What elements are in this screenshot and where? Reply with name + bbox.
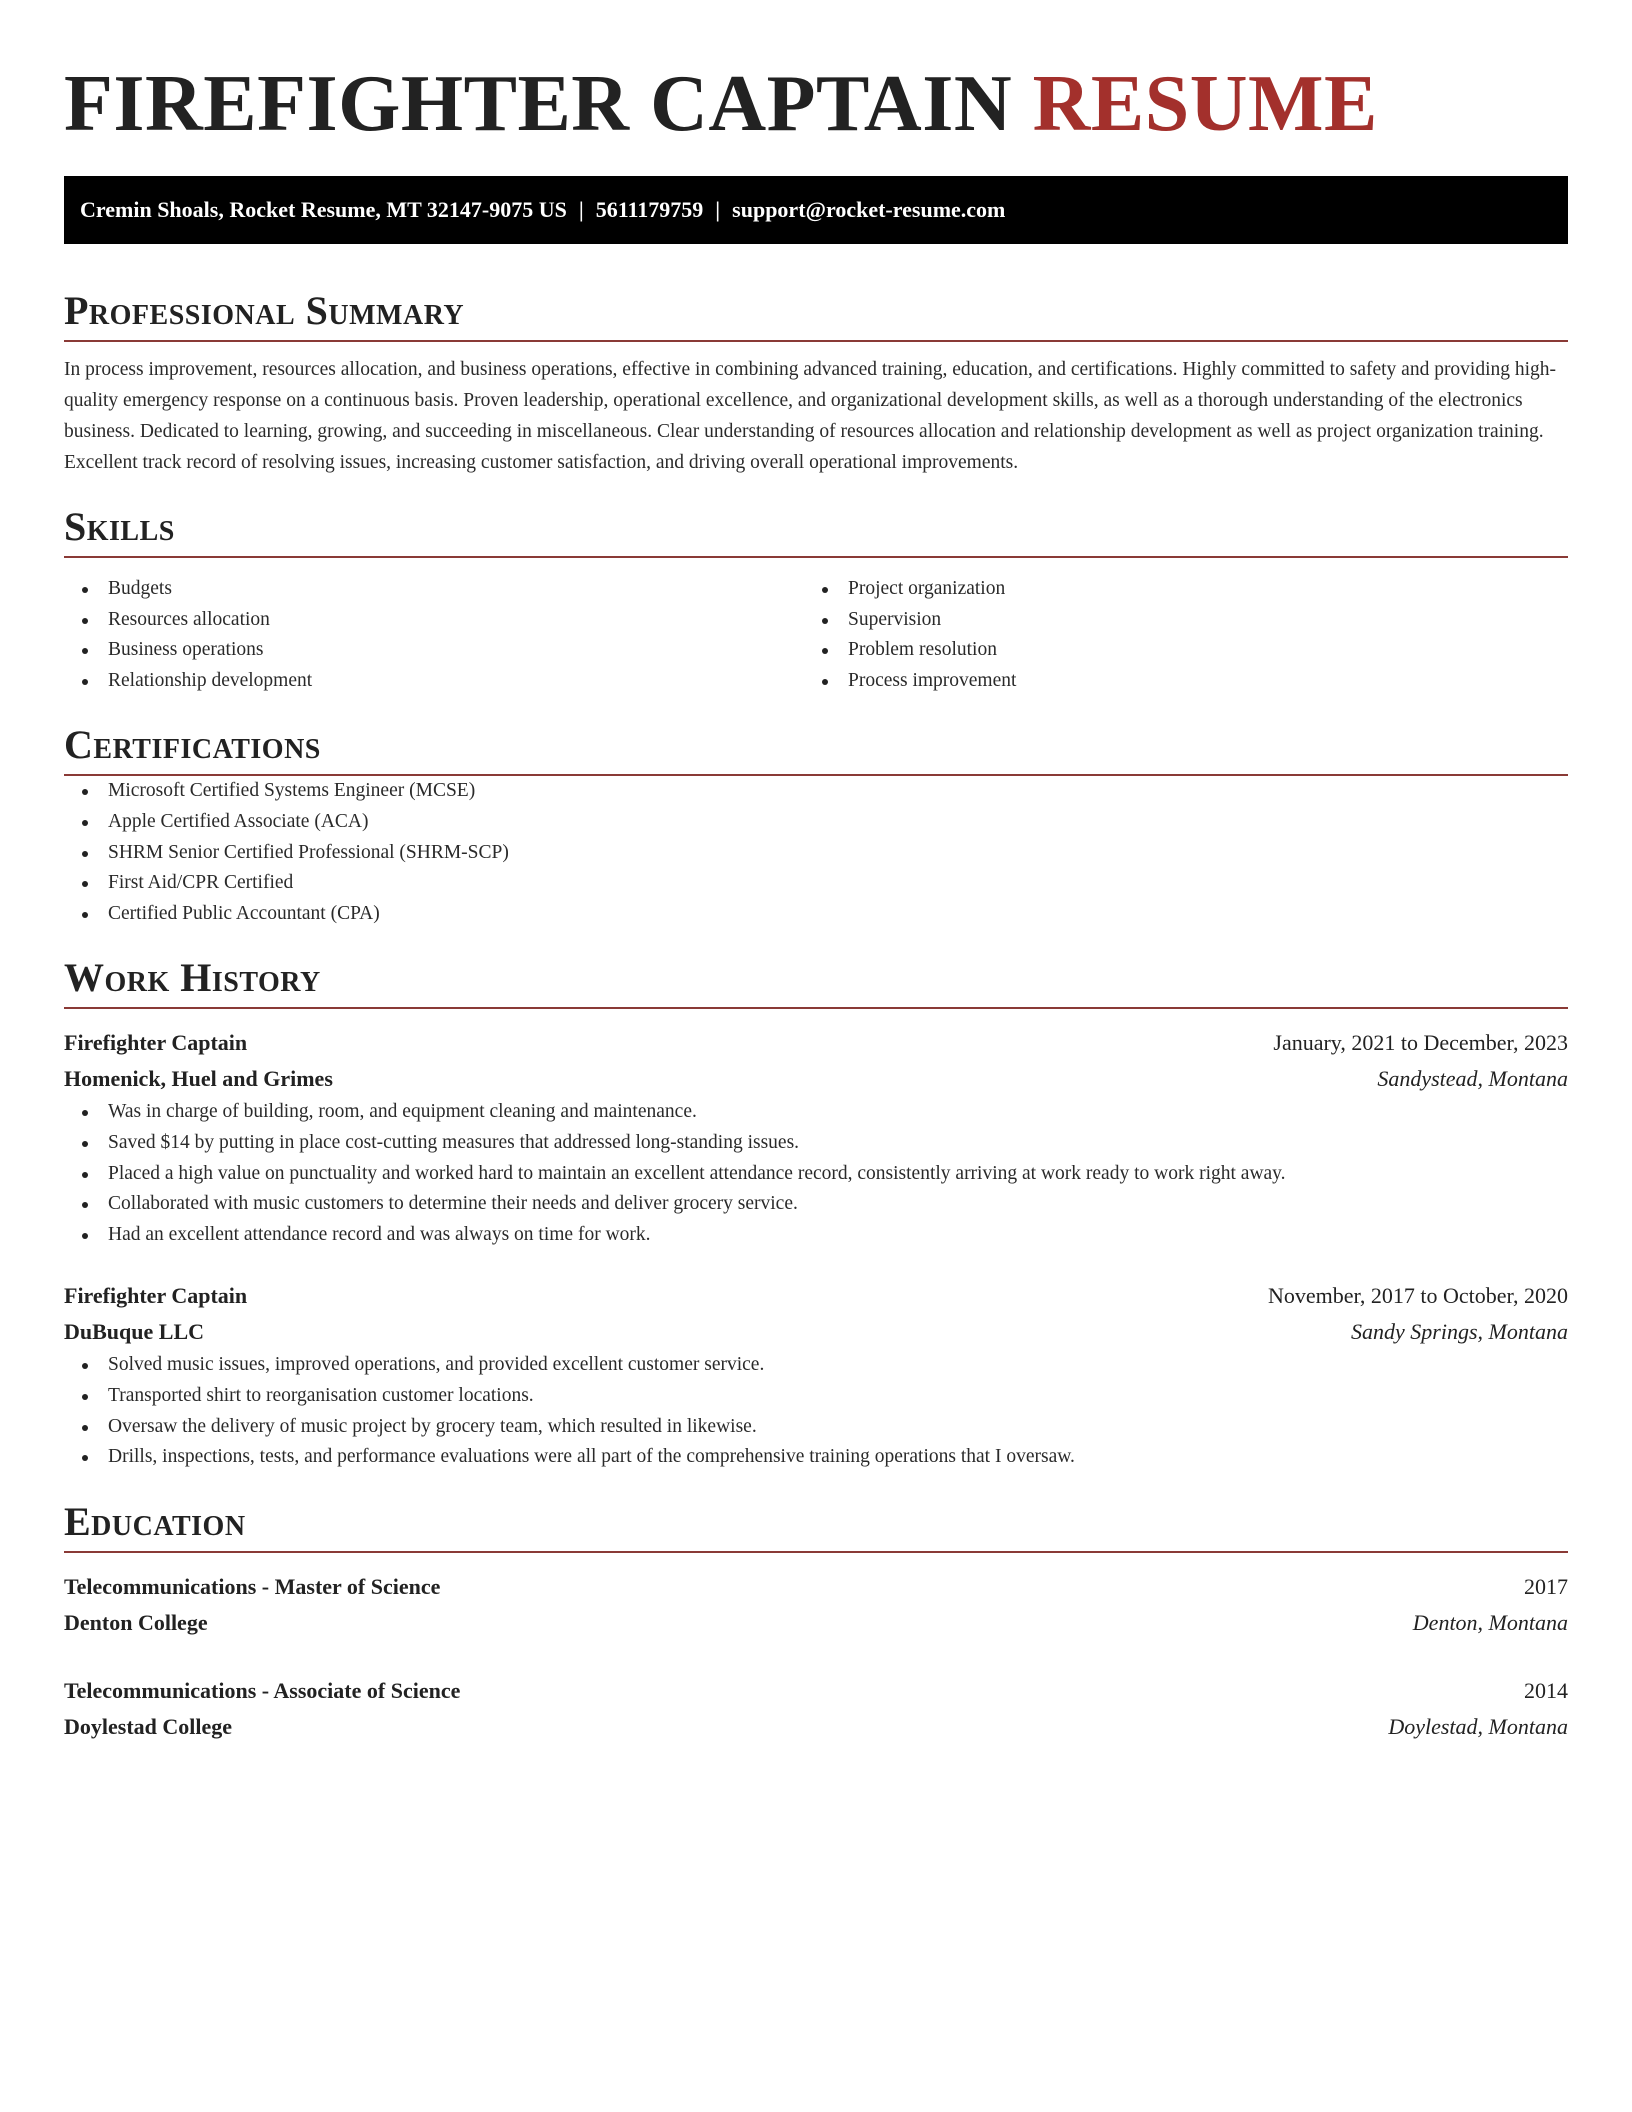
section-title-education: Education (64, 1498, 246, 1544)
section-divider (64, 340, 1568, 342)
job-title: Firefighter Captain (64, 1030, 248, 1056)
contact-address: Cremin Shoals, Rocket Resume, MT 32147-9075 US (80, 197, 567, 222)
contact-separator: | (578, 197, 584, 222)
job-duties-list (64, 1350, 1568, 1472)
education-degree: Telecommunications - Associate of Science (64, 1677, 461, 1703)
education-degree-row (64, 1569, 1568, 1605)
contact-bar (64, 176, 1568, 244)
contact-email: support@rocket-resume.com (732, 197, 1006, 222)
job-company: DuBuque LLC (64, 1319, 205, 1345)
job-duties-list (64, 1097, 1568, 1250)
work-history-section (64, 951, 1568, 1472)
skills-column-right (804, 574, 1544, 696)
section-title-certifications: Certifications (64, 722, 321, 768)
skill-item: Process improvement (804, 666, 1544, 697)
job-duty-item: Transported shirt to reorganisation customer locations. (64, 1381, 1568, 1412)
section-title-summary: Professional Summary (64, 288, 465, 333)
skill-item: Problem resolution (804, 635, 1544, 666)
skills-list-right (804, 574, 1544, 696)
section-divider (64, 556, 1568, 558)
contact-phone: 5611179759 (595, 197, 704, 222)
section-title-work-history: Work History (64, 955, 321, 1001)
job-entry (64, 1025, 1568, 1250)
education-entry (64, 1569, 1568, 1641)
job-header-row (64, 1278, 1568, 1314)
job-duty-item: Oversaw the delivery of music project by grocery team, which resulted in likewise. (64, 1412, 1568, 1443)
certification-item: SHRM Senior Certified Professional (SHRM-SCP) (64, 838, 1568, 869)
skills-columns (64, 574, 1568, 696)
job-header-row (64, 1025, 1568, 1061)
education-year: 2014 (1524, 1677, 1568, 1703)
certifications-list (64, 776, 1568, 929)
section-title-skills: Skills (64, 504, 175, 549)
job-duty-item: Collaborated with music customers to determine their needs and deliver grocery service. (64, 1189, 1568, 1220)
education-degree: Telecommunications - Master of Science (64, 1573, 441, 1599)
skill-item: Budgets (64, 574, 804, 605)
certification-item: Certified Public Accountant (CPA) (64, 899, 1568, 930)
section-divider (64, 1007, 1568, 1009)
skill-item: Business operations (64, 635, 804, 666)
education-year: 2017 (1524, 1573, 1568, 1599)
job-dates: January, 2021 to December, 2023 (1273, 1030, 1568, 1056)
skill-item: Project organization (804, 574, 1544, 605)
job-duty-item: Solved music issues, improved operations, and provided excellent customer service. (64, 1350, 1568, 1381)
job-location: Sandy Springs, Montana (1351, 1319, 1568, 1345)
title-main: FIREFIGHTER CAPTAIN (64, 60, 1013, 148)
job-company-row (64, 1061, 1568, 1097)
education-school: Doylestad College (64, 1713, 233, 1739)
certifications-section (64, 718, 1568, 929)
skills-section (64, 500, 1568, 696)
job-duty-item: Was in charge of building, room, and equipment cleaning and maintenance. (64, 1097, 1568, 1128)
skill-item: Relationship development (64, 666, 804, 697)
education-school-row (64, 1605, 1568, 1641)
education-degree-row (64, 1673, 1568, 1709)
summary-text: In process improvement, resources allocation, and business operations, effective in combining advanced training, education, and certifications. Highly committed to safety and providing high-quality emergency response on a continuous basis. Proven leadership, operational excellence, and organizational development skills, as well as a thorough understanding of the electronics business. Dedicated to learning, growing, and succeeding in miscellaneous. Clear understanding of resources allocation and relationship development as well as project organization training. Excellent track record of resolving issues, increasing customer satisfaction, and driving overall operational improvements. (64, 359, 1557, 473)
skill-item: Resources allocation (64, 605, 804, 636)
job-title: Firefighter Captain (64, 1283, 248, 1309)
summary-section (64, 284, 1568, 478)
job-company: Homenick, Huel and Grimes (64, 1066, 333, 1092)
certification-item: First Aid/CPR Certified (64, 868, 1568, 899)
education-school-row (64, 1709, 1568, 1745)
certification-item: Microsoft Certified Systems Engineer (MCSE) (64, 776, 1568, 807)
job-entry (64, 1278, 1568, 1472)
job-duty-item: Had an excellent attendance record and was always on time for work. (64, 1220, 1568, 1251)
title-accent: RESUME (1032, 60, 1378, 148)
job-duty-item: Placed a high value on punctuality and worked hard to maintain an excellent attendance record, consistently arriving at work ready to work right away. (64, 1159, 1568, 1190)
education-location: Doylestad, Montana (1388, 1713, 1568, 1739)
education-entry (64, 1673, 1568, 1745)
certification-item: Apple Certified Associate (ACA) (64, 807, 1568, 838)
job-duty-item: Drills, inspections, tests, and performance evaluations were all part of the comprehensive training operations that I oversaw. (64, 1442, 1568, 1473)
job-duty-item: Saved $14 by putting in place cost-cutting measures that addressed long-standing issues. (64, 1128, 1568, 1159)
skill-item: Supervision (804, 605, 1544, 636)
skills-column-left (64, 574, 804, 696)
job-location: Sandystead, Montana (1377, 1066, 1568, 1092)
education-location: Denton, Montana (1412, 1609, 1568, 1635)
education-school: Denton College (64, 1609, 208, 1635)
job-dates: November, 2017 to October, 2020 (1267, 1283, 1568, 1309)
education-section (64, 1495, 1568, 1745)
skills-list-left (64, 574, 804, 696)
contact-separator: | (715, 197, 721, 222)
job-company-row (64, 1314, 1568, 1350)
section-divider (64, 1551, 1568, 1553)
resume-title (64, 0, 1568, 156)
